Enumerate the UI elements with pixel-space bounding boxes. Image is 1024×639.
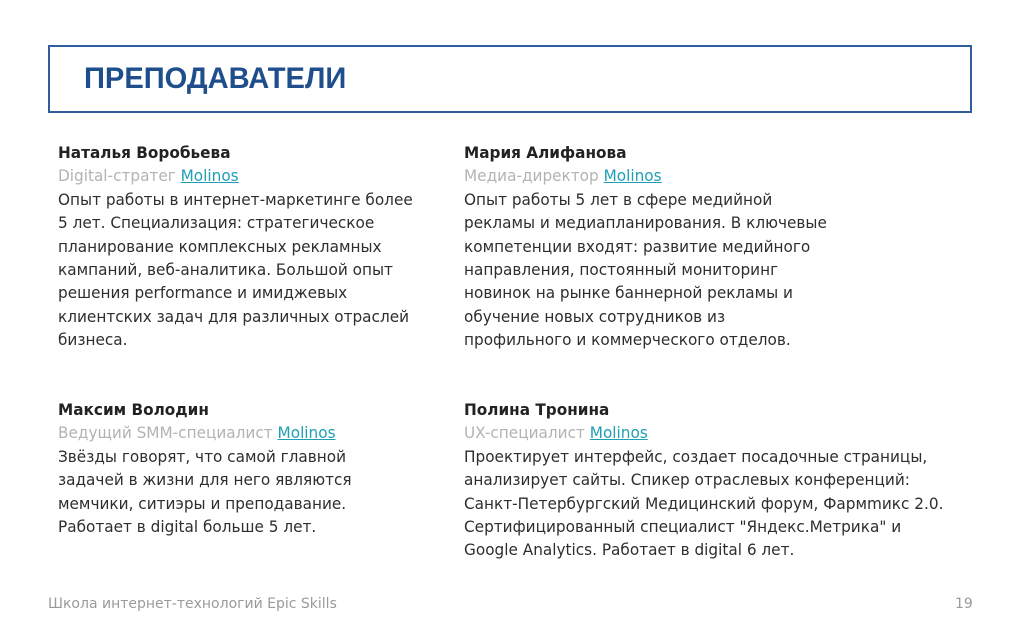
bio-line: профильного и коммерческого отделов. — [464, 330, 791, 350]
teacher-card — [58, 398, 459, 538]
teacher-role-line — [464, 421, 980, 444]
teacher-card — [464, 398, 980, 562]
bio-line: решения performance и имиджевых — [58, 283, 348, 303]
teacher-bio — [58, 188, 459, 352]
company-link[interactable]: Molinos — [180, 166, 239, 186]
bio-line: новинок на рынке баннерной рекламы и — [464, 283, 793, 303]
bio-line: Опыт работы 5 лет в сфере медийной — [464, 189, 773, 209]
bio-line: Санкт-Петербургский Медицинский форум, Фармmикс 2.0. — [464, 493, 944, 513]
teacher-card — [58, 141, 459, 352]
company-link[interactable]: Molinos — [589, 423, 648, 443]
bio-line: обучение новых сотрудников из — [464, 306, 726, 326]
bio-line: клиентских задач для различных отраслей — [58, 306, 410, 326]
teacher-role: Digital-стратег — [58, 166, 176, 186]
teacher-bio — [464, 445, 980, 562]
company-link[interactable]: Molinos — [603, 166, 662, 186]
bio-line: Опыт работы в интернет-маркетинге более — [58, 189, 413, 209]
teacher-role-line — [58, 164, 459, 187]
bio-line: Сертифицированный специалист "Яндекс.Метрика" и — [464, 517, 902, 537]
bio-line: Звёзды говорят, что самой главной — [58, 446, 347, 466]
bio-line: рекламы и медиапланирования. В ключевые — [464, 213, 827, 233]
teacher-name: Полина Тронина — [464, 400, 610, 419]
teacher-name: Максим Володин — [58, 400, 209, 419]
teacher-role: Ведущий SMM-специалист — [58, 423, 273, 443]
teacher-role: UX-специалист — [464, 423, 585, 443]
bio-line: анализирует сайты. Спикер отраслевых конференций: — [464, 470, 910, 490]
bio-line: Работает в digital больше 5 лет. — [58, 517, 317, 537]
page-title: ПРЕПОДАВАТЕЛИ — [84, 62, 347, 95]
teacher-bio — [58, 445, 459, 539]
bio-line: мемчики, ситиэры и преподавание. — [58, 493, 347, 513]
title-box — [48, 45, 972, 113]
bio-line: компетенции входят: развитие медийного — [464, 236, 811, 256]
page-number: 19 — [955, 596, 973, 612]
footer-text: Школа интернет-технологий Epic Skills — [48, 596, 337, 612]
teacher-name: Наталья Воробьева — [58, 143, 231, 162]
teacher-role-line — [58, 421, 459, 444]
bio-line: 5 лет. Специализация: стратегическое — [58, 213, 375, 233]
bio-line: Google Analytics. Работает в digital 6 лет. — [464, 540, 795, 560]
bio-line: Проектирует интерфейс, создает посадочные страницы, — [464, 446, 928, 466]
bio-line: бизнеса. — [58, 330, 128, 350]
teacher-bio — [464, 188, 865, 352]
teacher-card — [464, 141, 865, 352]
bio-line: планирование комплексных рекламных — [58, 236, 382, 256]
bio-line: кампаний, веб-аналитика. Большой опыт — [58, 260, 393, 280]
bio-line: задачей в жизни для него являются — [58, 470, 352, 490]
teacher-role-line — [464, 164, 865, 187]
bio-line: направления, постоянный мониторинг — [464, 260, 779, 280]
teacher-name: Мария Алифанова — [464, 143, 627, 162]
company-link[interactable]: Molinos — [277, 423, 336, 443]
teacher-role: Медиа-директор — [464, 166, 599, 186]
